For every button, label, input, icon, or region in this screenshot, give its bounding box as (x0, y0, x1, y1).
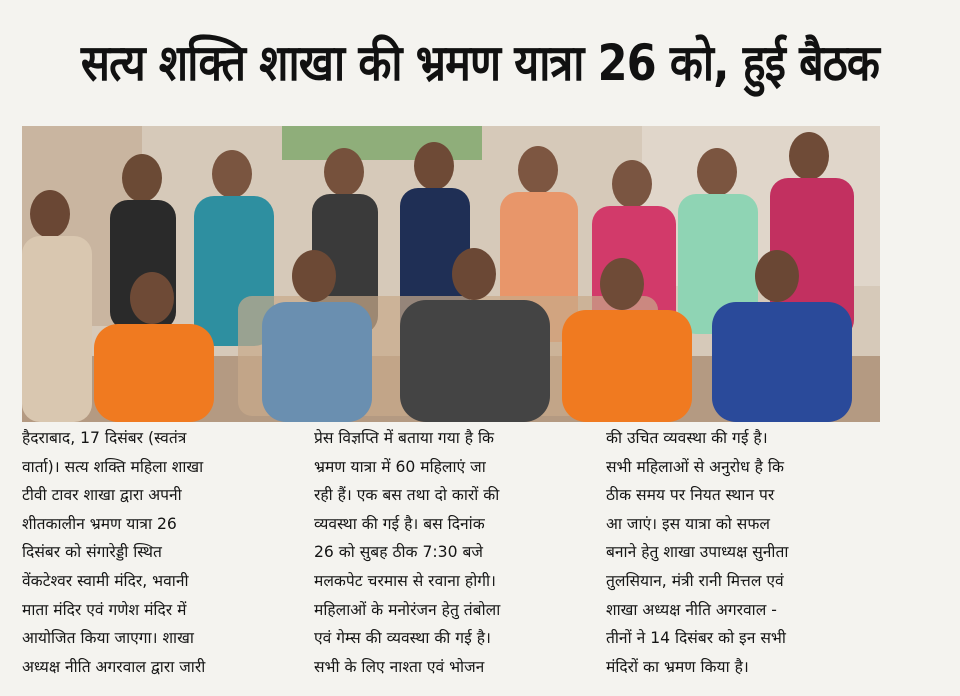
article-line: आयोजित किया जाएगा। शाखा (22, 629, 194, 648)
article-line: अध्यक्ष नीति अगरवाल द्वारा जारी (22, 657, 206, 676)
article-body (22, 424, 884, 674)
article-line: वार्ता)। सत्य शक्ति महिला शाखा (22, 457, 204, 476)
article-line: भ्रमण यात्रा में 60 महिलाएं जा (314, 457, 486, 476)
article-line: मलकपेट चरमास से रवाना होगी। (314, 571, 496, 590)
article-line: हैदराबाद, 17 दिसंबर (स्वतंत्र (22, 429, 187, 447)
article-line: वेंकटेश्वर स्वामी मंदिर, भवानी (22, 571, 189, 590)
article-line: तुलसियान, मंत्री रानी मित्तल एवं (606, 571, 784, 590)
article-column-3 (606, 424, 884, 674)
article-line: माता मंदिर एवं गणेश मंदिर में (22, 600, 187, 619)
headline: सत्य शक्ति शाखा की भ्रमण यात्रा 26 को, हुई बैठक (80, 34, 880, 92)
article-line: आ जाएं। इस यात्रा को सफल (606, 514, 770, 533)
group-photo-illustration (22, 126, 880, 422)
article-line: दिसंबर को संगारेड्डी स्थित (22, 543, 162, 562)
article-line: टीवी टावर शाखा द्वारा अपनी (22, 486, 182, 505)
article-line: महिलाओं के मनोरंजन हेतु तंबोला (314, 600, 501, 619)
article-line: प्रेस विज्ञप्ति में बताया गया है कि (314, 429, 494, 447)
article-line: मंदिरों का भ्रमण किया है। (606, 657, 749, 676)
group-photo (22, 126, 880, 422)
article-line: सभी महिलाओं से अनुरोध है कि (606, 457, 784, 476)
article-line: 26 को सुबह ठीक 7:30 बजे (314, 543, 483, 562)
article-line: सभी के लिए नाश्ता एवं भोजन (314, 657, 485, 676)
article-line: तीनों ने 14 दिसंबर को इन सभी (606, 629, 786, 648)
article-line: रही हैं। एक बस तथा दो कारों की (314, 486, 500, 505)
article-line: बनाने हेतु शाखा उपाध्यक्ष सुनीता (606, 543, 789, 562)
article-line: व्यवस्था की गई है। बस दिनांक (314, 514, 485, 533)
article-line: शाखा अध्यक्ष नीति अगरवाल - (606, 600, 777, 619)
article-line: शीतकालीन भ्रमण यात्रा 26 (22, 514, 177, 533)
article-column-1 (22, 424, 300, 674)
article-line: ठीक समय पर नियत स्थान पर (606, 486, 775, 505)
wall-painting (282, 126, 482, 160)
article-line: की उचित व्यवस्था की गई है। (606, 429, 768, 447)
article-column-2 (314, 424, 592, 674)
article-line: एवं गेम्स की व्यवस्था की गई है। (314, 629, 491, 648)
